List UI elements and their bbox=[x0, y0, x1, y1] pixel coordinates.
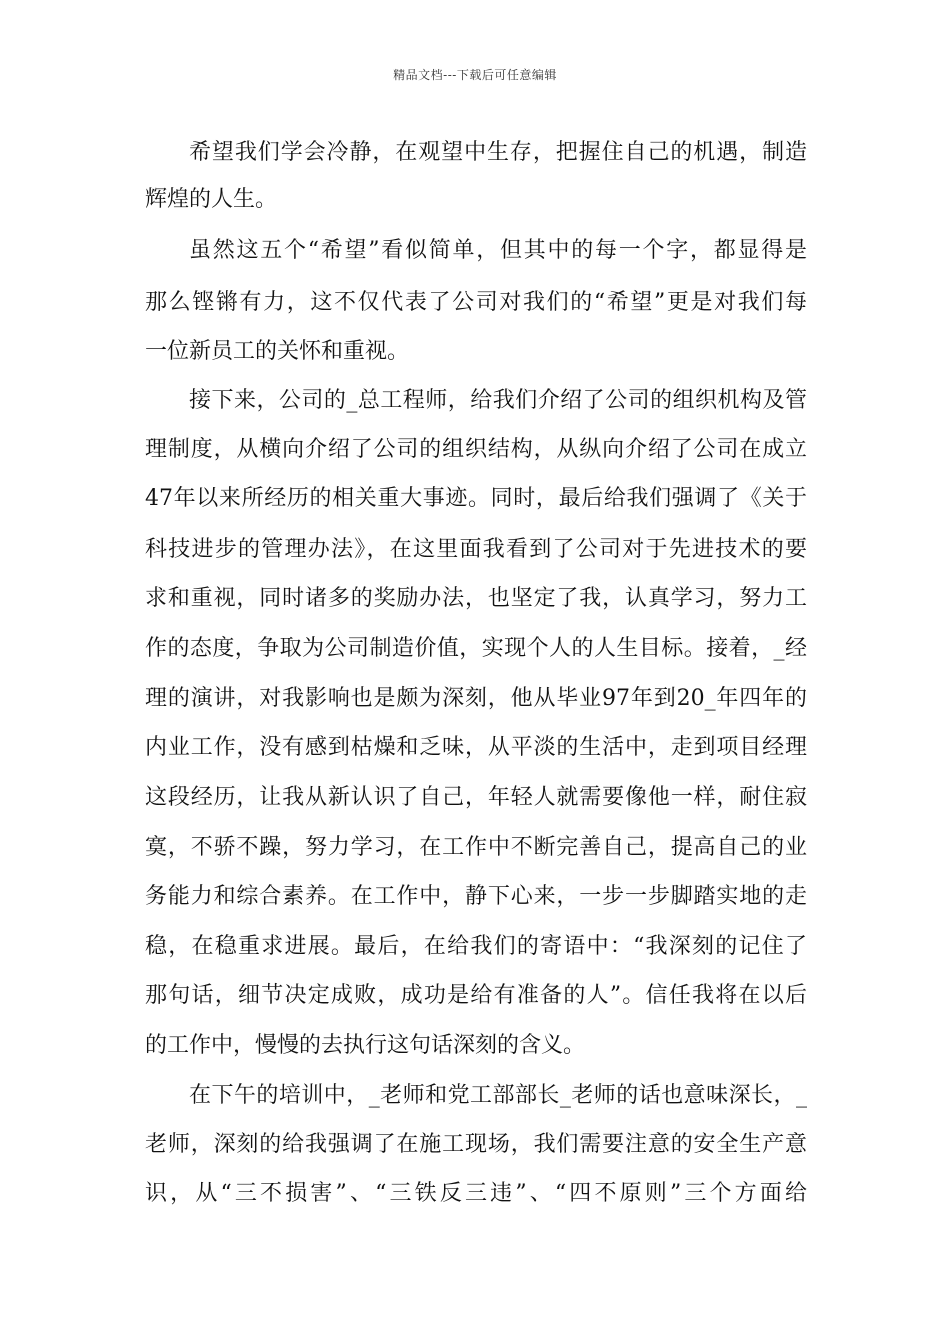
paragraph-line: 务能力和综合素养。在工作中，静下心来，一步一步脚踏实地的走 bbox=[145, 884, 807, 909]
paragraph-line: 求和重视，同时诸多的奖励办法，也坚定了我，认真学习，努力工 bbox=[145, 586, 807, 611]
paragraph-line: 那么铿锵有力，这不仅代表了公司对我们的“希望”更是对我们每 bbox=[145, 290, 807, 315]
paragraph-line: 理制度，从横向介绍了公司的组织结构，从纵向介绍了公司在成立 bbox=[145, 437, 807, 462]
paragraph-line: 一位新员工的关怀和重视。 bbox=[145, 339, 410, 364]
paragraph-line: 作的态度，争取为公司制造价值，实现个人的人生目标。接着，_经 bbox=[145, 636, 807, 661]
paragraph-line: 内业工作，没有感到枯燥和乏味，从平淡的生活中，走到项目经理 bbox=[145, 735, 807, 760]
paragraph-line: 科技进步的管理办法》，在这里面我看到了公司对于先进技术的要 bbox=[145, 537, 807, 562]
paragraph-line: 稳，在稳重求进展。最后，在给我们的寄语中：“我深刻的记住了 bbox=[145, 934, 807, 959]
paragraph-line: 这段经历，让我从新认识了自己，年轻人就需要像他一样，耐住寂 bbox=[145, 785, 807, 810]
paragraph-line: 的工作中，慢慢的去执行这句话深刻的含义。 bbox=[145, 1033, 586, 1058]
paragraph-line: 寞，不骄不躁，努力学习，在工作中不断完善自己，提高自己的业 bbox=[145, 835, 807, 860]
paragraph-line: 理的演讲，对我影响也是颇为深刻，他从毕业97年到20_年四年的 bbox=[145, 686, 807, 711]
page-header: 精品文档---下载后可任意编辑 bbox=[393, 68, 557, 82]
paragraph-line: 47年以来所经历的相关重大事迹。同时，最后给我们强调了《关于 bbox=[145, 486, 807, 511]
paragraph-line: 在下午的培训中，_老师和党工部部长_老师的话也意味深长，_ bbox=[189, 1083, 807, 1108]
paragraph-line: 识，从“三不损害”、“三铁反三违”、“四不原则”三个方面给 bbox=[145, 1181, 807, 1206]
paragraph-line: 那句话，细节决定成败，成功是给有准备的人”。信任我将在以后 bbox=[145, 983, 807, 1008]
paragraph-line: 接下来，公司的_总工程师，给我们介绍了公司的组织机构及管 bbox=[189, 388, 807, 413]
paragraph-line: 辉煌的人生。 bbox=[145, 187, 278, 212]
paragraph-line: 虽然这五个“希望”看似简单，但其中的每一个字，都显得是 bbox=[189, 238, 807, 263]
paragraph-line: 希望我们学会冷静，在观望中生存，把握住自己的机遇，制造 bbox=[189, 140, 807, 165]
paragraph-line: 老师，深刻的给我强调了在施工现场，我们需要注意的安全生产意 bbox=[145, 1132, 807, 1157]
